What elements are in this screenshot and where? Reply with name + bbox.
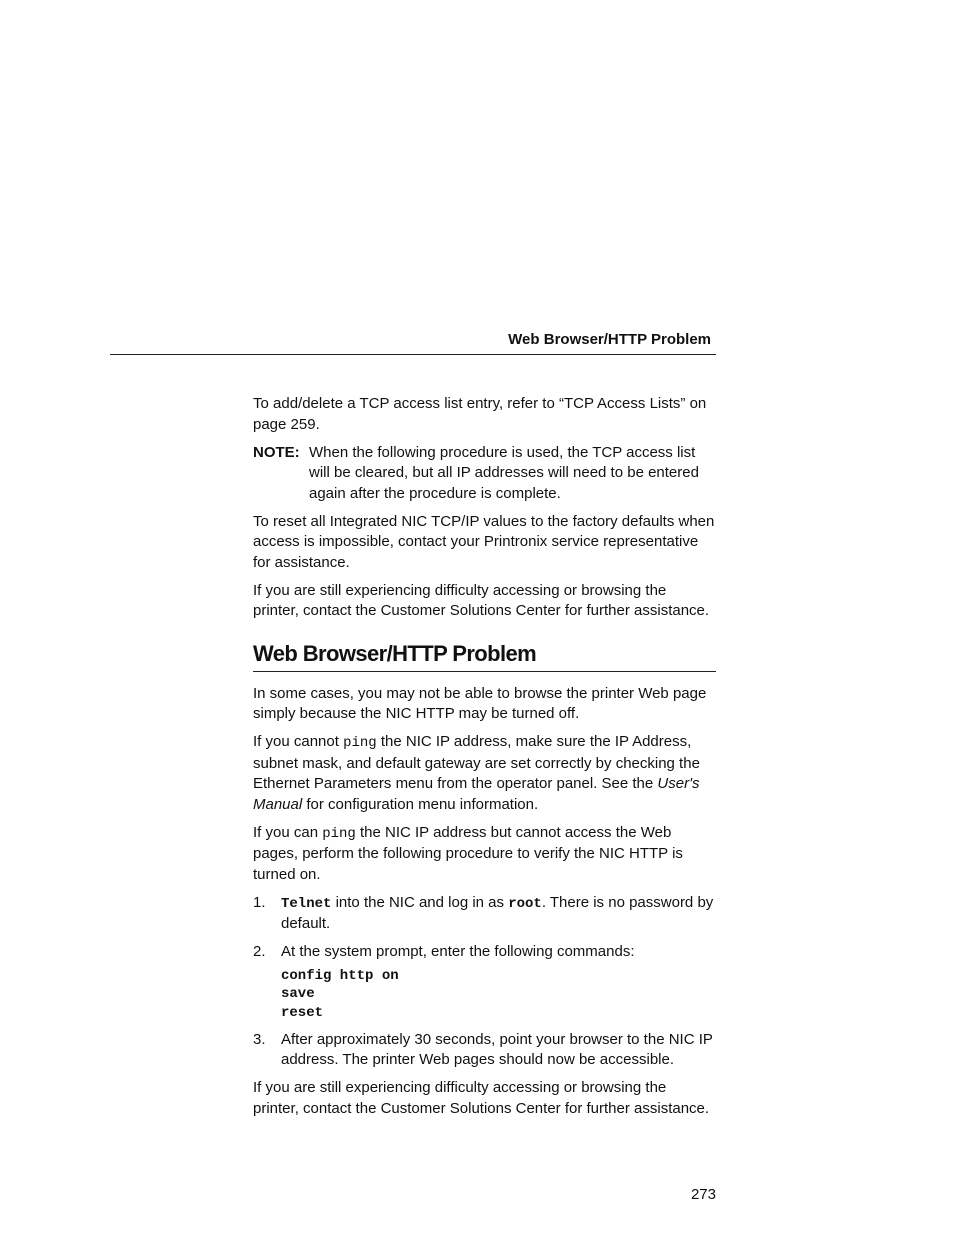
intro-paragraph-2: To reset all Integrated NIC TCP/IP values to the factory defaults when access is impossible, contact your Printronix service representative for assistance. (253, 512, 715, 571)
inline-code-ping: ping (322, 825, 356, 842)
text-segment: for configuration menu information. (302, 795, 539, 813)
procedure-steps (253, 893, 716, 1071)
page-body (253, 394, 716, 1127)
command-line: reset (281, 1004, 324, 1021)
step-number: 2. (253, 943, 266, 960)
command-block (281, 967, 716, 1023)
command-root: root (508, 895, 542, 912)
step-text (281, 893, 716, 935)
section-paragraph-4: If you are still experiencing difficulty accessing or browsing the printer, contact the Customer Solutions Center for further assistance. (253, 1079, 710, 1117)
list-item (253, 1030, 716, 1071)
running-header-title: Web Browser/HTTP Problem (508, 331, 711, 348)
step-text (281, 942, 716, 1022)
step-number: 3. (253, 1030, 266, 1048)
list-item (253, 893, 716, 935)
list-item (253, 942, 716, 1022)
text-segment: . There is no password by default. (281, 893, 714, 932)
text-segment: If you can (253, 823, 323, 841)
section-body (253, 684, 716, 1120)
command-line: config http on (281, 967, 399, 984)
step-number: 1. (253, 893, 266, 911)
note-text: When the following procedure is used, the TCP access list will be cleared, but all IP addresses will need to be entered again after the procedure is complete. (309, 443, 699, 502)
section-paragraph-2 (253, 732, 716, 815)
section-paragraph-1: In some cases, you may not be able to browse the printer Web page simply because the NIC HTTP may be turned off. (253, 684, 707, 722)
note-label: NOTE: (253, 443, 300, 461)
inline-code-ping: ping (343, 735, 377, 751)
command-line: save (281, 986, 315, 1002)
manual-title-italic: User's Manual (253, 775, 700, 813)
page-number: 273 (690, 1186, 716, 1203)
step-text: After approximately 30 seconds, point your browser to the NIC IP address. The printer Web pages should now be accessible. (281, 1030, 713, 1068)
intro-paragraph-1: To add/delete a TCP access list entry, refer to “TCP Access Lists” on page 259. (253, 395, 707, 433)
text-segment: At the system prompt, enter the following commands: (281, 943, 635, 960)
text-segment: If you cannot (253, 733, 344, 750)
intro-paragraph-3: If you are still experiencing difficulty accessing or browsing the printer, contact the Customer Solutions Center for further assistance. (253, 581, 710, 619)
text-segment: into the NIC and log in as (331, 893, 509, 911)
note-block (253, 443, 716, 505)
text-segment: the NIC IP address, make sure the IP Address, subnet mask, and default gateway are set correctly by checking the Ethernet Parameters menu from the operator panel. See the (253, 733, 700, 792)
section-heading: Web Browser/HTTP Problem (253, 641, 716, 672)
section-paragraph-3 (253, 823, 716, 886)
command-telnet: Telnet (281, 895, 332, 912)
text-segment: the NIC IP address but cannot access the Web pages, perform the following procedure to verify the NIC HTTP is turned on. (253, 823, 683, 883)
header-rule (110, 354, 716, 355)
